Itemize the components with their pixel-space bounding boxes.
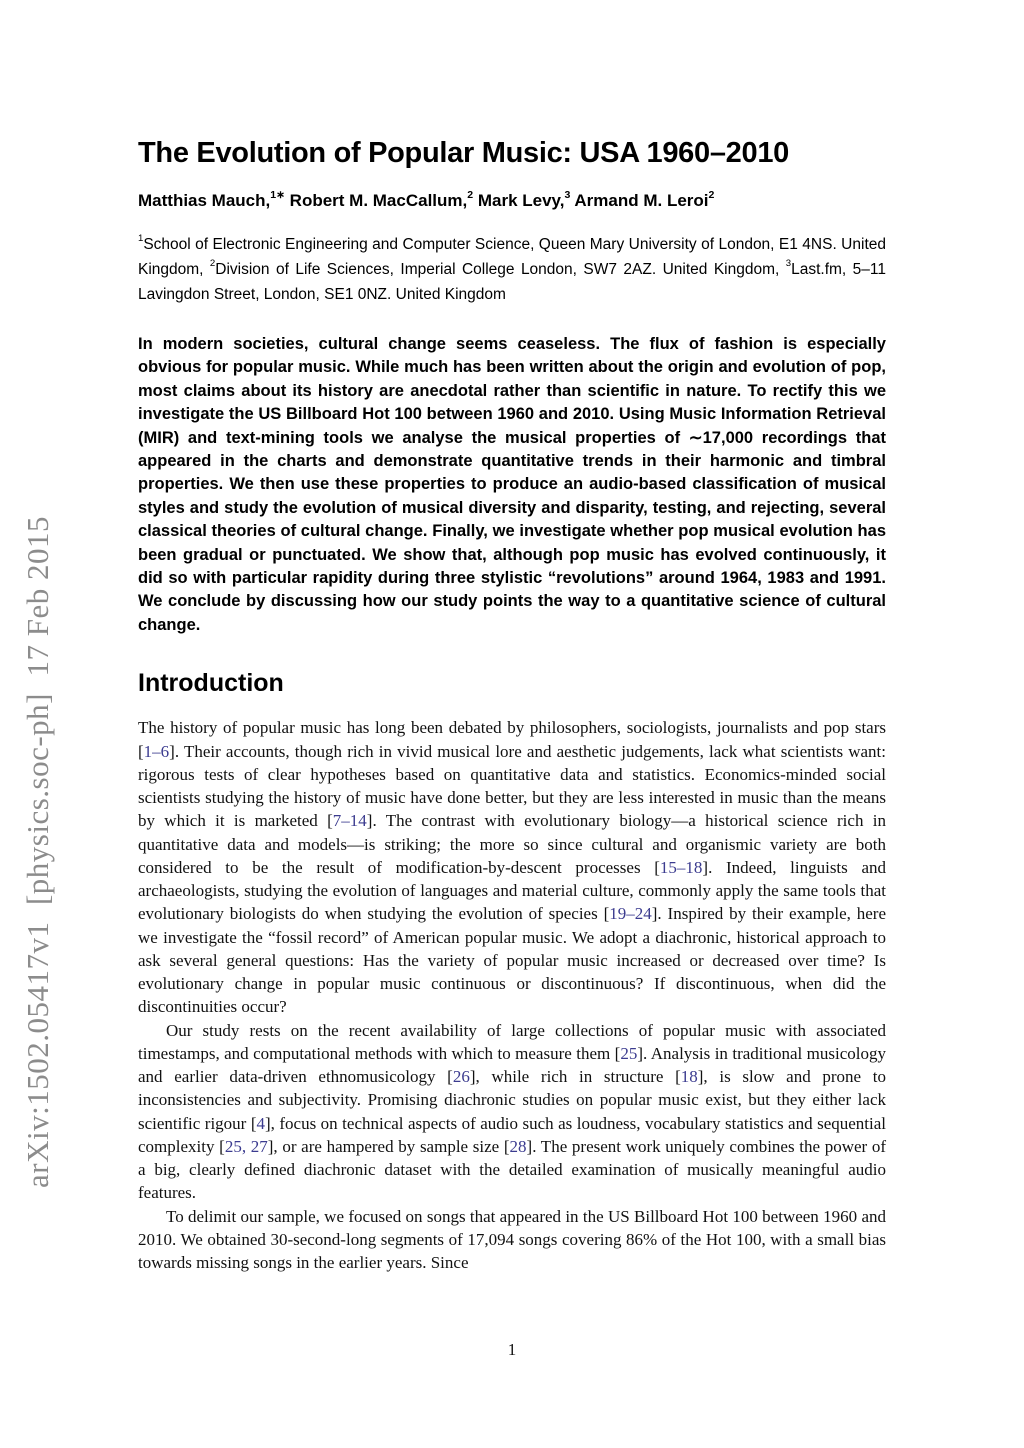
section-heading-introduction: Introduction	[138, 669, 284, 698]
intro-paragraph-1: The history of popular music has long been debated by philosophers, sociologists, journalists and pop stars [1–6]. Their accounts, though rich in vivid musical lore and aesthetic judgements, lack what scientists want: rigorous tests of clear hypotheses based on quantitative data and statistics. Economics-minded social scientists studying the history of music have done better, but they are less interested in music than the means by which it is marketed [7–14]. The contrast with evolutionary biology—a historical science rich in quantitative data and models—is striking; the more so since cultural and organismic variety are both considered to be the result of modification-by-descent processes [15–18]. Indeed, linguists and archaeologists, studying the evolution of languages and material culture, commonly apply the same tools that evolutionary biologists do when studying the evolution of species [19–24]. Inspired by their example, here we investigate the “fossil record” of American popular music. We adopt a diachronic, historical approach to ask several general questions: Has the variety of popular music increased or decreased over time? Is evolutionary change in popular music continuous or discontinuous? If discontinuous, when did the discontinuities occur?	[138, 718, 887, 1017]
arxiv-watermark: arXiv:1502.05417v1 [physics.soc-ph] 17 Feb 2015	[20, 516, 55, 1188]
citation-link[interactable]: 18	[680, 1067, 698, 1087]
page-number: 1	[507, 1340, 517, 1359]
citation-link[interactable]: 1–6	[143, 741, 170, 761]
author-line: Matthias Mauch,$^{1∗}$ Robert M. MacCallum,$^2$ Mark Levy,$^3$ Armand M. Leroi$^2$	[138, 188, 715, 210]
intro-paragraph-3: To delimit our sample, we focused on songs that appeared in the US Billboard Hot 100 between 1960 and 2010. We obtained 30-second-long segments of 17,094 songs covering 86% of the Hot 100, with a small bias towards missing songs in the earlier years. Since	[138, 1206, 886, 1273]
abstract-paragraph: In modern societies, cultural change seems ceaseless. The flux of fashion is especially obvious for popular music. While much has been written about the origin and evolution of pop, most claims about its history are anecdotal rather than scientific in nature. To rectify this we investigate the US Billboard Hot 100 between 1960 and 2010. Using Music Information Retrieval (MIR) and text-mining tools we analyse the musical properties of ∼17,000 recordings that appeared in the charts and demonstrate quantitative trends in their harmonic and timbral properties. We then use these properties to produce an audio-based classification of musical styles and study the evolution of musical diversity and disparity, testing, and rejecting, several classical theories of cultural change. Finally, we investigate whether pop musical evolution has been gradual or punctuated. We show that, although pop music has evolved continuously, it did so with particular rapidity during three stylistic “revolutions” around 1964, 1983 and 1991. We conclude by discussing how our study points the way to a quantitative science of cultural change.	[138, 335, 886, 634]
citation-link[interactable]: 25	[620, 1043, 638, 1063]
citation-link[interactable]: 26	[452, 1067, 470, 1087]
citation-link[interactable]: 19–24	[609, 904, 652, 924]
citation-link[interactable]: 4	[256, 1113, 265, 1133]
citation-link[interactable]: 15–18	[659, 857, 703, 877]
citation-link[interactable]: 25, 27	[224, 1136, 268, 1156]
citation-link[interactable]: 7–14	[332, 811, 367, 831]
intro-paragraph-2: Our study rests on the recent availability of large collections of popular music with associated timestamps, and computational methods with which to measure them [25]. Analysis in traditional musicology and earlier data-driven ethnomusicology [26], while rich in structure [18], is slow and prone to inconsistencies and subjectivity. Promising diachronic studies on popular music exist, but they either lack scientific rigour [4], focus on technical aspects of audio such as loudness, vocabulary statistics and sequential complexity [25, 27], or are hampered by sample size [28]. The present work uniquely combines the power of a big, clearly defined diachronic dataset with the detailed examination of musically meaningful audio features.	[138, 1020, 887, 1203]
paper-title: The Evolution of Popular Music: USA 1960–2010	[138, 137, 789, 169]
citation-link[interactable]: 28	[509, 1136, 527, 1156]
affiliations: $^1$School of Electronic Engineering and Computer Science, Queen Mary University of London, E1 4NS. United Kingdom, $^2$Division of Life Sciences, Imperial College London, SW7 2AZ. United Kingdom, $^3$Last.fm, 5–11 Lavingdon Street, London, SE1 0NZ. United Kingdom	[138, 233, 886, 303]
paper-content-column	[138, 0, 887, 1359]
